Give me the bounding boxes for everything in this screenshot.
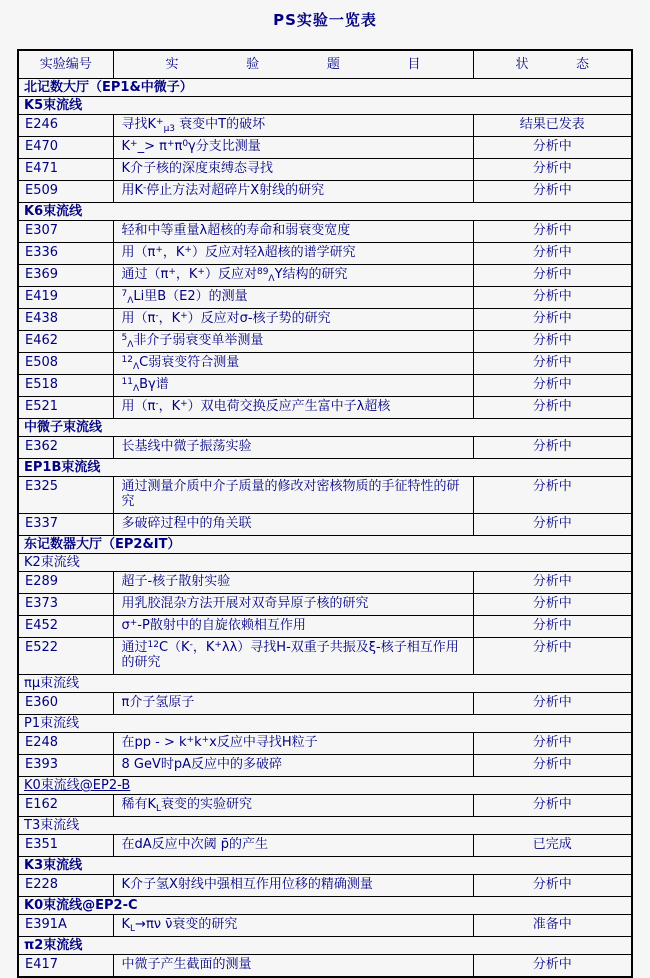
section-row (18, 97, 632, 115)
experiment-id: E452 (18, 616, 113, 638)
experiment-title: 在pp - > k+k+x反应中寻找H粒子 (113, 733, 473, 755)
experiment-row (18, 835, 632, 857)
section-row (18, 459, 632, 477)
section-label: K2束流线 (18, 554, 632, 572)
experiment-id: E521 (18, 397, 113, 419)
experiment-row (18, 693, 632, 715)
experiment-status: 分析中 (473, 397, 632, 419)
section-row (18, 777, 632, 795)
page-title: PS实验一览表 (273, 11, 377, 29)
experiment-title: 长基线中微子振荡实验 (113, 437, 473, 459)
experiment-title: 用K-停止方法对超碎片X射线的研究 (113, 181, 473, 203)
experiment-id: E471 (18, 159, 113, 181)
header-experiment-id: 实验编号 (18, 50, 113, 79)
section-label: πμ束流线 (18, 675, 632, 693)
section-row (18, 897, 632, 915)
experiment-id: E325 (18, 477, 113, 514)
experiment-title: $^{11}_\Lambda$Bγ谱 (113, 375, 473, 397)
experiment-title: 轻和中等重量λ超核的寿命和弱衰变宽度 (113, 221, 473, 243)
experiment-status: 分析中 (473, 638, 632, 675)
header-status: 状态 (473, 50, 632, 79)
experiment-id: E393 (18, 755, 113, 777)
experiment-status: 分析中 (473, 693, 632, 715)
experiment-id: E508 (18, 353, 113, 375)
experiment-status: 已完成 (473, 835, 632, 857)
experiment-status: 准备中 (473, 915, 632, 937)
experiment-status: 分析中 (473, 572, 632, 594)
table-body (18, 79, 632, 978)
section-label: EP1B束流线 (18, 459, 632, 477)
experiment-status: 分析中 (473, 309, 632, 331)
experiment-title: 用（π-，K+）双电荷交换反应产生富中子λ超核 (113, 397, 473, 419)
experiment-status: 分析中 (473, 616, 632, 638)
experiment-title: $K_L\to\pi\nu$ ν̄衰变的研究 (113, 915, 473, 937)
header-experiment-title: 实验题目 (113, 50, 473, 79)
experiment-status: 分析中 (473, 221, 632, 243)
section-label: 中微子束流线 (18, 419, 632, 437)
experiment-row (18, 137, 632, 159)
experiment-id: E391A (18, 915, 113, 937)
experiment-id: E509 (18, 181, 113, 203)
experiment-title: 用（π-，K+）反应对σ-核子势的研究 (113, 309, 473, 331)
experiment-id: E246 (18, 115, 113, 137)
table-header-row (18, 50, 632, 79)
experiment-title: $^7_\Lambda$Li里B（E2）的测量 (113, 287, 473, 309)
experiment-row (18, 243, 632, 265)
experiment-row (18, 397, 632, 419)
experiment-status: 分析中 (473, 594, 632, 616)
experiment-row (18, 287, 632, 309)
experiment-id: E462 (18, 331, 113, 353)
experiment-id: E337 (18, 514, 113, 536)
experiment-row (18, 795, 632, 817)
section-row (18, 817, 632, 835)
experiment-title: $^{12}_\Lambda$C弱衰变符合测量 (113, 353, 473, 375)
experiment-row (18, 616, 632, 638)
experiment-status: 分析中 (473, 733, 632, 755)
experiment-status: 分析中 (473, 265, 632, 287)
experiment-status: 分析中 (473, 875, 632, 897)
experiment-row (18, 181, 632, 203)
experiment-id: E470 (18, 137, 113, 159)
experiment-id: E360 (18, 693, 113, 715)
experiment-title: π介子氢原子 (113, 693, 473, 715)
experiment-row (18, 875, 632, 897)
experiment-row (18, 594, 632, 616)
experiment-title: 多破碎过程中的角关联 (113, 514, 473, 536)
experiment-row (18, 159, 632, 181)
experiment-id: E373 (18, 594, 113, 616)
section-row (18, 419, 632, 437)
section-label: 北记数大厅（EP1&中微子） (18, 79, 632, 97)
section-label: K5束流线 (18, 97, 632, 115)
experiment-row (18, 755, 632, 777)
experiment-table (17, 49, 633, 978)
experiment-status: 分析中 (473, 243, 632, 265)
experiment-row (18, 265, 632, 287)
experiment-status: 分析中 (473, 375, 632, 397)
experiment-id: E228 (18, 875, 113, 897)
experiment-status: 分析中 (473, 181, 632, 203)
experiment-id: E362 (18, 437, 113, 459)
experiment-id: E369 (18, 265, 113, 287)
section-label: K3束流线 (18, 857, 632, 875)
experiment-title: K+_> $\pi^+\pi^0\gamma$分支比测量 (113, 137, 473, 159)
experiment-title: 用乳胶混杂方法开展对双奇异原子核的研究 (113, 594, 473, 616)
section-label: K0束流线@EP2-C (18, 897, 632, 915)
section-label: 东记数器大厅（EP2&IT） (18, 536, 632, 554)
experiment-status: 分析中 (473, 514, 632, 536)
experiment-id: E336 (18, 243, 113, 265)
experiment-id: E351 (18, 835, 113, 857)
experiment-status: 分析中 (473, 755, 632, 777)
experiment-status: 分析中 (473, 437, 632, 459)
experiment-title: 在dA反应中次阈 p̄的产生 (113, 835, 473, 857)
experiment-row (18, 331, 632, 353)
experiment-title: 8 GeV时pA反应中的多破碎 (113, 755, 473, 777)
experiment-row (18, 514, 632, 536)
experiment-id: E162 (18, 795, 113, 817)
experiment-title: 中微子产生截面的测量 (113, 955, 473, 978)
section-row (18, 937, 632, 955)
experiment-status: 分析中 (473, 353, 632, 375)
experiment-id: E289 (18, 572, 113, 594)
experiment-id: E307 (18, 221, 113, 243)
section-row (18, 79, 632, 97)
experiment-id: E248 (18, 733, 113, 755)
experiment-row (18, 437, 632, 459)
experiment-row (18, 353, 632, 375)
section-row (18, 715, 632, 733)
section-row (18, 536, 632, 554)
experiment-title: 通过$^{12}$C（K-，K+λλ）寻找H-双重子共振及ξ-核子相互作用的研究 (113, 638, 473, 675)
section-label: P1束流线 (18, 715, 632, 733)
section-row (18, 675, 632, 693)
experiment-row (18, 638, 632, 675)
experiment-status: 分析中 (473, 137, 632, 159)
experiment-id: E419 (18, 287, 113, 309)
experiment-id: E518 (18, 375, 113, 397)
experiment-status: 分析中 (473, 955, 632, 978)
experiment-title: K介子核的深度束缚态寻找 (113, 159, 473, 181)
experiment-row (18, 733, 632, 755)
experiment-status: 结果已发表 (473, 115, 632, 137)
experiment-title: σ+-P散射中的自旋依赖相互作用 (113, 616, 473, 638)
experiment-row (18, 375, 632, 397)
section-label: K6束流线 (18, 203, 632, 221)
experiment-status: 分析中 (473, 477, 632, 514)
page (0, 9, 650, 978)
experiment-id: E438 (18, 309, 113, 331)
experiment-row (18, 477, 632, 514)
experiment-title: $^5_\Lambda$非介子弱衰变单举测量 (113, 331, 473, 353)
experiment-row (18, 915, 632, 937)
experiment-title: 通过（π+，K+）反应对$^{89}_\Lambda$Y结构的研究 (113, 265, 473, 287)
experiment-title: 稀有$K_L$衰变的实验研究 (113, 795, 473, 817)
section-label: π2束流线 (18, 937, 632, 955)
experiment-title: K介子氢X射线中强相互作用位移的精确测量 (113, 875, 473, 897)
section-label: T3束流线 (18, 817, 632, 835)
experiment-id: E417 (18, 955, 113, 978)
experiment-title: 寻找$K^+_{\mu 3}$ 衰变中T的破坏 (113, 115, 473, 137)
experiment-status: 分析中 (473, 287, 632, 309)
section-row (18, 203, 632, 221)
experiment-status: 分析中 (473, 795, 632, 817)
experiment-status: 分析中 (473, 331, 632, 353)
section-row (18, 554, 632, 572)
experiment-id: E522 (18, 638, 113, 675)
experiment-row (18, 115, 632, 137)
experiment-row (18, 572, 632, 594)
experiment-row (18, 309, 632, 331)
experiment-row (18, 221, 632, 243)
experiment-title: 用（π+，K+）反应对轻λ超核的谱学研究 (113, 243, 473, 265)
experiment-title: 通过测量介质中介子质量的修改对密核物质的手征特性的研究 (113, 477, 473, 514)
experiment-title: 超子-核子散射实验 (113, 572, 473, 594)
experiment-status: 分析中 (473, 159, 632, 181)
section-row (18, 857, 632, 875)
section-link[interactable]: K0束流线@EP2-B (18, 777, 632, 795)
